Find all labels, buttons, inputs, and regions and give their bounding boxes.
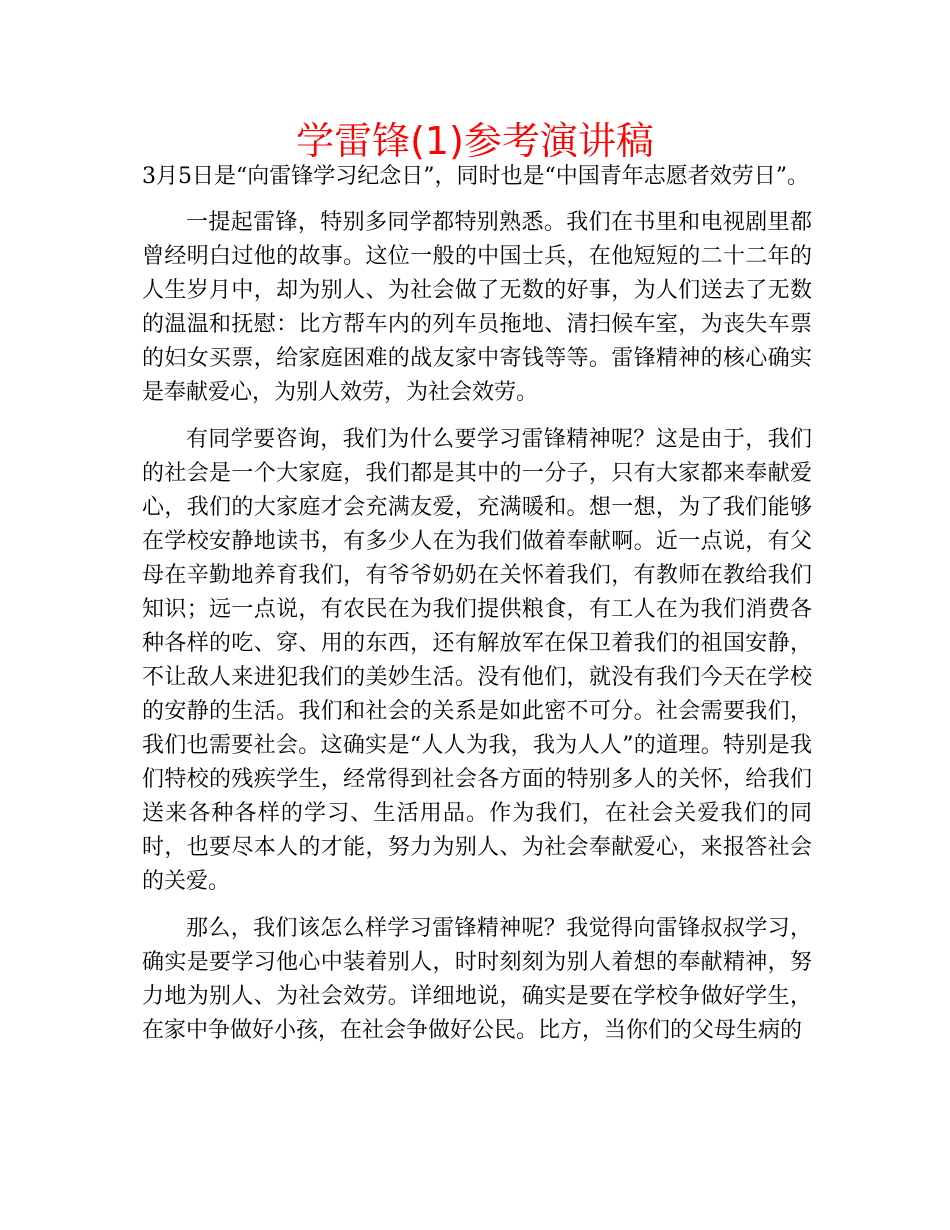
document-title: 学雷锋(1)参考演讲稿 bbox=[296, 119, 654, 163]
paragraph-leifeng-story: 一提起雷锋，特别多同学都特别熟悉。我们在书里和电视剧里都曾经明白过他的故事。这位一般的中国士兵，在他短短的二十二年的人生岁月中，却为别人、为社会做了无数的好事，为人们送去了无数的温温和抚慰：比方帮车内的列车员拖地、清扫候车室，为丧失车票的妇女买票，给家庭困难的战友家中寄钱等等。雷锋精神的核心确实是奉献爱心，为别人效劳，为社会效劳。 bbox=[142, 210, 812, 405]
paragraph-why-learn: 有同学要咨询，我们为什么要学习雷锋精神呢？这是由于，我们的社会是一个大家庭，我们都是其中的一分子，只有大家都来奉献爱心，我们的大家庭才会充满友爱，充满暖和。想一想，为了我们能够在学校安静地读书，有多少人在为我们做着奉献啊。近一点说，有父母在辛勤地养育我们，有爷爷奶奶在关怀着我们，有教师在教给我们知识；远一点说，有农民在为我们提供粮食，有工人在为我们消费各种各样的吃、穿、用的东西，还有解放军在保卫着我们的祖国安静，不让敌人来进犯我们的美妙生活。没有他们，就没有我们今天在学校的安静的生活。我们和社会的关系是如此密不可分。社会需要我们，我们也需要社会。这确实是“人人为我，我为人人”的道理。特别是我们特校的残疾学生，经常得到社会各方面的特别多人的关怀，给我们送来各种各样的学习、生活用品。作为我们，在社会关爱我们的同时，也要尽本人的才能，努力为别人、为社会奉献爱心，来报答社会的关爱。 bbox=[142, 427, 812, 894]
paragraph-intro: 3月5日是“向雷锋学习纪念日”，同时也是“中国青年志愿者效劳日”。 bbox=[142, 164, 809, 189]
document-body bbox=[142, 160, 812, 1061]
paragraph-how-to-learn: 那么，我们该怎么样学习雷锋精神呢？我觉得向雷锋叔叔学习，确实是要学习他心中装着别人，时时刻刻为别人着想的奉献精神，努力地为别人、为社会效劳。详细地说，确实是要在学校争做好学生，在家中争做好小孩，在社会争做好公民。比方，当你们的父母生病的 bbox=[142, 916, 812, 1043]
